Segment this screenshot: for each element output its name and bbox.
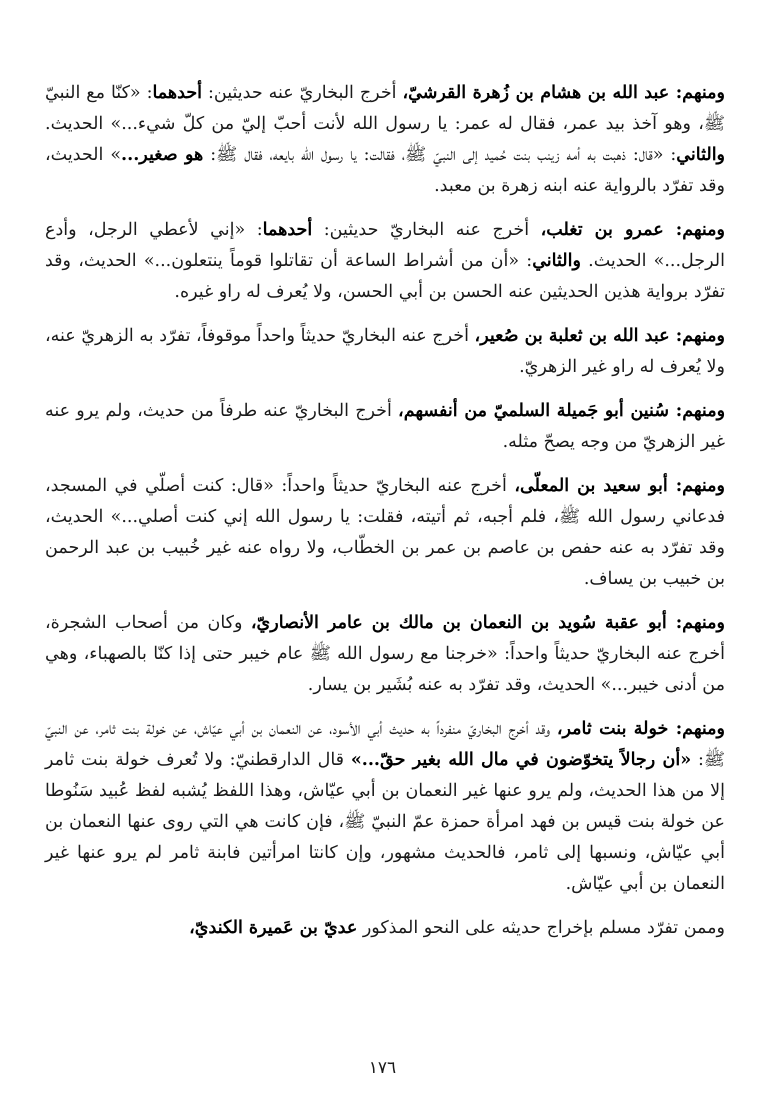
text-segment: عبد الله بن هشام بن زُهرة القرشيّ، [402,83,670,103]
text-segment: ومنهم: [669,401,726,421]
paragraph-abdullah-bin-hisham [45,78,725,202]
text-segment: أخرج البخاريّ عنه طرفاً من حديث، ولم يرو عنه غير الزهريّ من وجه يصحّ مثله. [45,401,725,452]
text-segment: أحدهما [262,220,313,240]
text-segment: : «قال: ذهبت به أمه زينب بنت حُميد إلى النبيّ ﷺ، فقالت: يا رسول الله بايعه، فقال ﷺ: [203,145,677,165]
text-segment: ومنهم: [669,326,725,346]
paragraph-adiy-bin-amira [45,913,725,944]
text-segment: سُنين أبو جَميلة السلميّ من أنفسهم، [398,401,669,421]
text-segment: عمرو بن تغلب، [540,220,664,240]
text-segment: : «إني لأعطي الرجل، وأدع الرجل...» الحديث. [45,220,725,271]
text-segment: أخرج عنه البخاريّ حديثاً واحداً: «قال: كنت أصلّي في المسجد، فدعاني رسول الله ﷺ، فلم أجبه، ثم أتيته، فقلت: يا رسول الله إني كنت أصلي...» الحديث، وقد تفرّد به عنه حفص بن عاصم بن عمر بن الخطّاب، ولا رواه عنه غير خُبيب بن عبد الرحمن بن خبيب بن يساف. [45,476,725,589]
text-segment: وممن تفرّد مسلم بإخراج حديثه على النحو المذكور [357,918,725,938]
paragraph-sunain-abu-jamila [45,396,725,458]
text-segment: ومنهم: [667,476,725,496]
text-segment: والثاني [532,251,581,271]
text-segment: ومنهم: [669,83,725,103]
text-segment: » الحديث، وقد تفرّد بالرواية عنه ابنه زهرة بن معبد. [45,145,725,196]
text-segment: : «أن من أشراط الساعة أن تقاتلوا قوماً ينتعلون...» الحديث، وقد تفرّد برواية هذين الحديثين عنه الحسن بن أبي الحسن، ولا يُعرف له راو غيره. [45,251,725,302]
text-segment: عديّ بن عَميرة الكنديّ، [189,918,358,938]
paragraph-abu-saeed-bin-almualla [45,471,725,595]
text-segment: أحدهما [152,83,203,103]
text-segment: : «كنّا مع النبيّ ﷺ، وهو آخذ بيد عمر، فقال له عمر: يا رسول الله لأنت أحبّ إليّ من كلّ شيء...» الحديث. [45,83,725,134]
page-number: ١٧٦ [368,1058,397,1078]
text-segment: أخرج عنه البخاريّ حديثاً واحداً موقوفاً، تفرّد به الزهريّ عنه، ولا يُعرف له راو غير الزهريّ. [45,326,725,377]
text-segment: «أن رجالاً يتخوّضون في مال الله بغير حقّ...» [350,750,692,770]
text-segment: خولة بنت ثامر، [556,719,669,739]
text-segment: ومنهم: [668,719,726,739]
text-segment: وقد أخرج البخاريّ منفرداً به حديث أبي الأسود، عن النعمان بن أبي عيّاش، عن خولة بنت ثامر، عن النبيّ ﷺ: [45,719,725,770]
text-segment: أخرج البخاريّ عنه حديثين: [202,83,403,103]
paragraph-amr-bin-taghlib [45,215,725,308]
text-segment: أبو عقبة سُويد بن النعمان بن مالك بن عامر الأنصاريّ، [250,613,667,633]
text-segment: أخرج عنه البخاريّ حديثين: [312,220,541,240]
text-segment: ومنهم: [663,220,726,240]
paragraph-abu-uqba-suwaid [45,608,725,701]
paragraph-abdullah-bin-thalaba [45,321,725,383]
paragraph-khawla-bint-thamir [45,714,725,900]
text-segment: قال الدارقطنيّ: ولا تُعرف خولة بنت ثامر إلا من هذا الحديث، ولم يرو عنها غير النعمان بن أبي عيّاش، وهذا اللفظ يُشبه لفظ عُبيد سَنُوطا عن خولة بنت قيس بن فهد امرأة حمزة عمّ النبيّ ﷺ، فإن كانت هي التي روى عنها النعمان بن أبي عيّاش، ونسبها إلى ثامر، فالحديث مشهور، وإن كانتا امرأتين فابنة ثامر لم يرو عنها غير النعمان بن أبي عيّاش. [45,750,725,894]
text-segment: عبد الله بن ثعلبة بن صُعير، [474,326,670,346]
text-segment: والثاني [676,145,726,165]
text-segment: ومنهم: [666,613,725,633]
text-segment: وكان من أصحاب الشجرة، أخرج عنه البخاريّ حديثاً واحداً: «خرجنا مع رسول الله ﷺ عام خيبر حتى إذا كنّا بالصهباء، وهي من أدنى خيبر...» الحديث، وقد تفرّد به عنه بُشَير بن يسار. [45,613,725,695]
text-segment: هو صغير... [121,145,204,165]
document-body [45,78,725,957]
text-segment: أبو سعيد بن المعلّى، [514,476,668,496]
